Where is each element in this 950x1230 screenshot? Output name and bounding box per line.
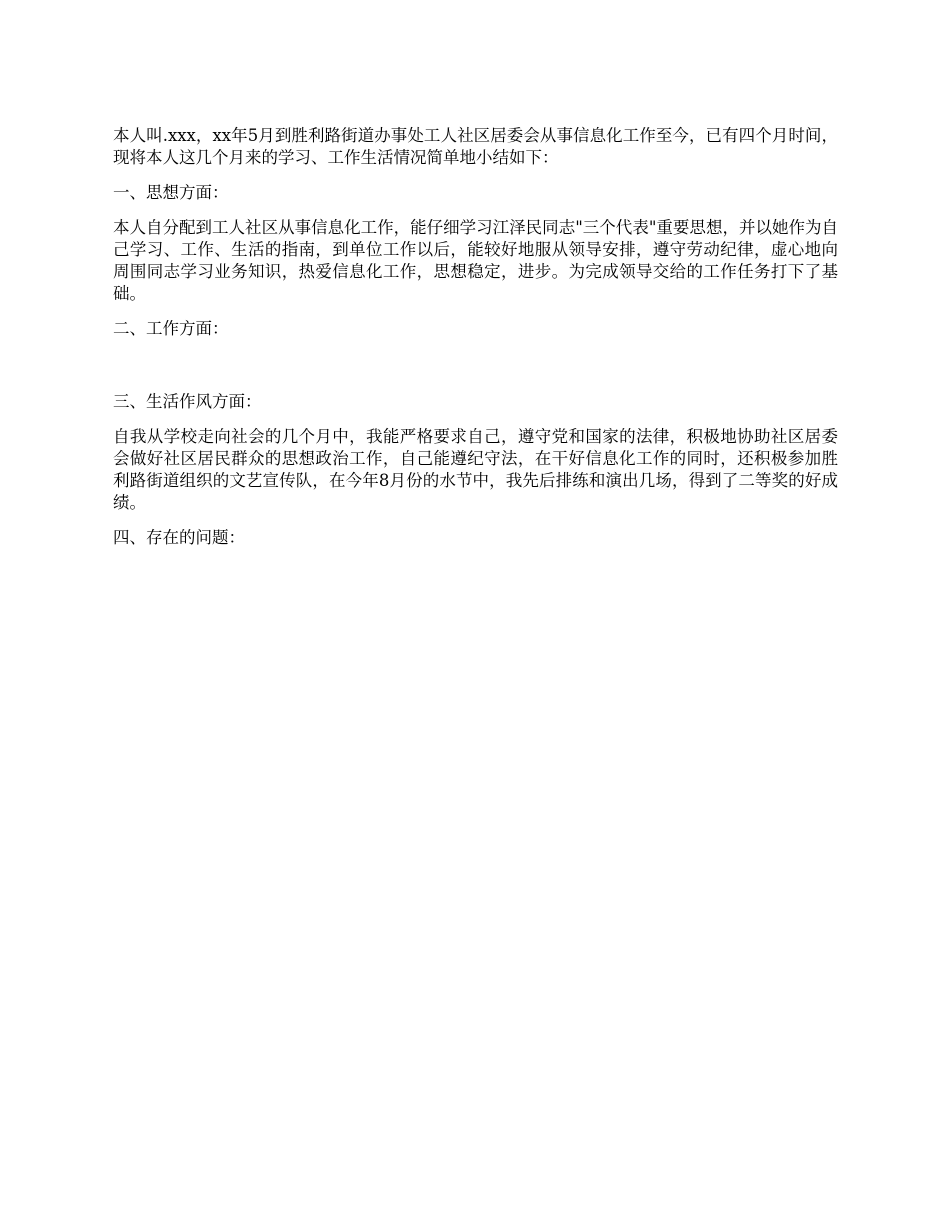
lifestyle-paragraph: 自我从学校走向社会的几个月中，我能严格要求自己，遵守党和国家的法律，积极地协助社区居委会做好社区居民群众的思想政治工作，自己能遵纪守法，在干好信息化工作的同时，还积极参加胜利路街道组织的文艺宣传队，在今年8月份的水节中，我先后排练和演出几场，得到了二等奖的好成绩。 <box>113 427 838 512</box>
section-heading-problems: 四、存在的问题： <box>113 528 245 547</box>
section-heading-work: 二、工作方面： <box>113 319 229 338</box>
empty-section-space <box>113 353 838 391</box>
thought-paragraph: 本人自分配到工人社区从事信息化工作，能仔细学习江泽民同志"三个代表"重要思想，并以她作为自己学习、工作、生活的指南，到单位工作以后，能较好地服从领导安排，遵守劳动纪律，虚心地向周围同志学习业务知识，热爱信息化工作，思想稳定，进步。为完成领导交给的工作任务打下了基础。 <box>113 218 838 303</box>
section-heading-lifestyle: 三、生活作风方面： <box>113 392 262 411</box>
intro-paragraph: 本人叫.xxx，xx年5月到胜利路街道办事处工人社区居委会从事信息化工作至今，已有四个月时间，现将本人这几个月来的学习、工作生活情况简单地小结如下： <box>113 126 838 167</box>
section-heading-thought: 一、思想方面： <box>113 183 229 202</box>
document-body <box>113 125 838 562</box>
